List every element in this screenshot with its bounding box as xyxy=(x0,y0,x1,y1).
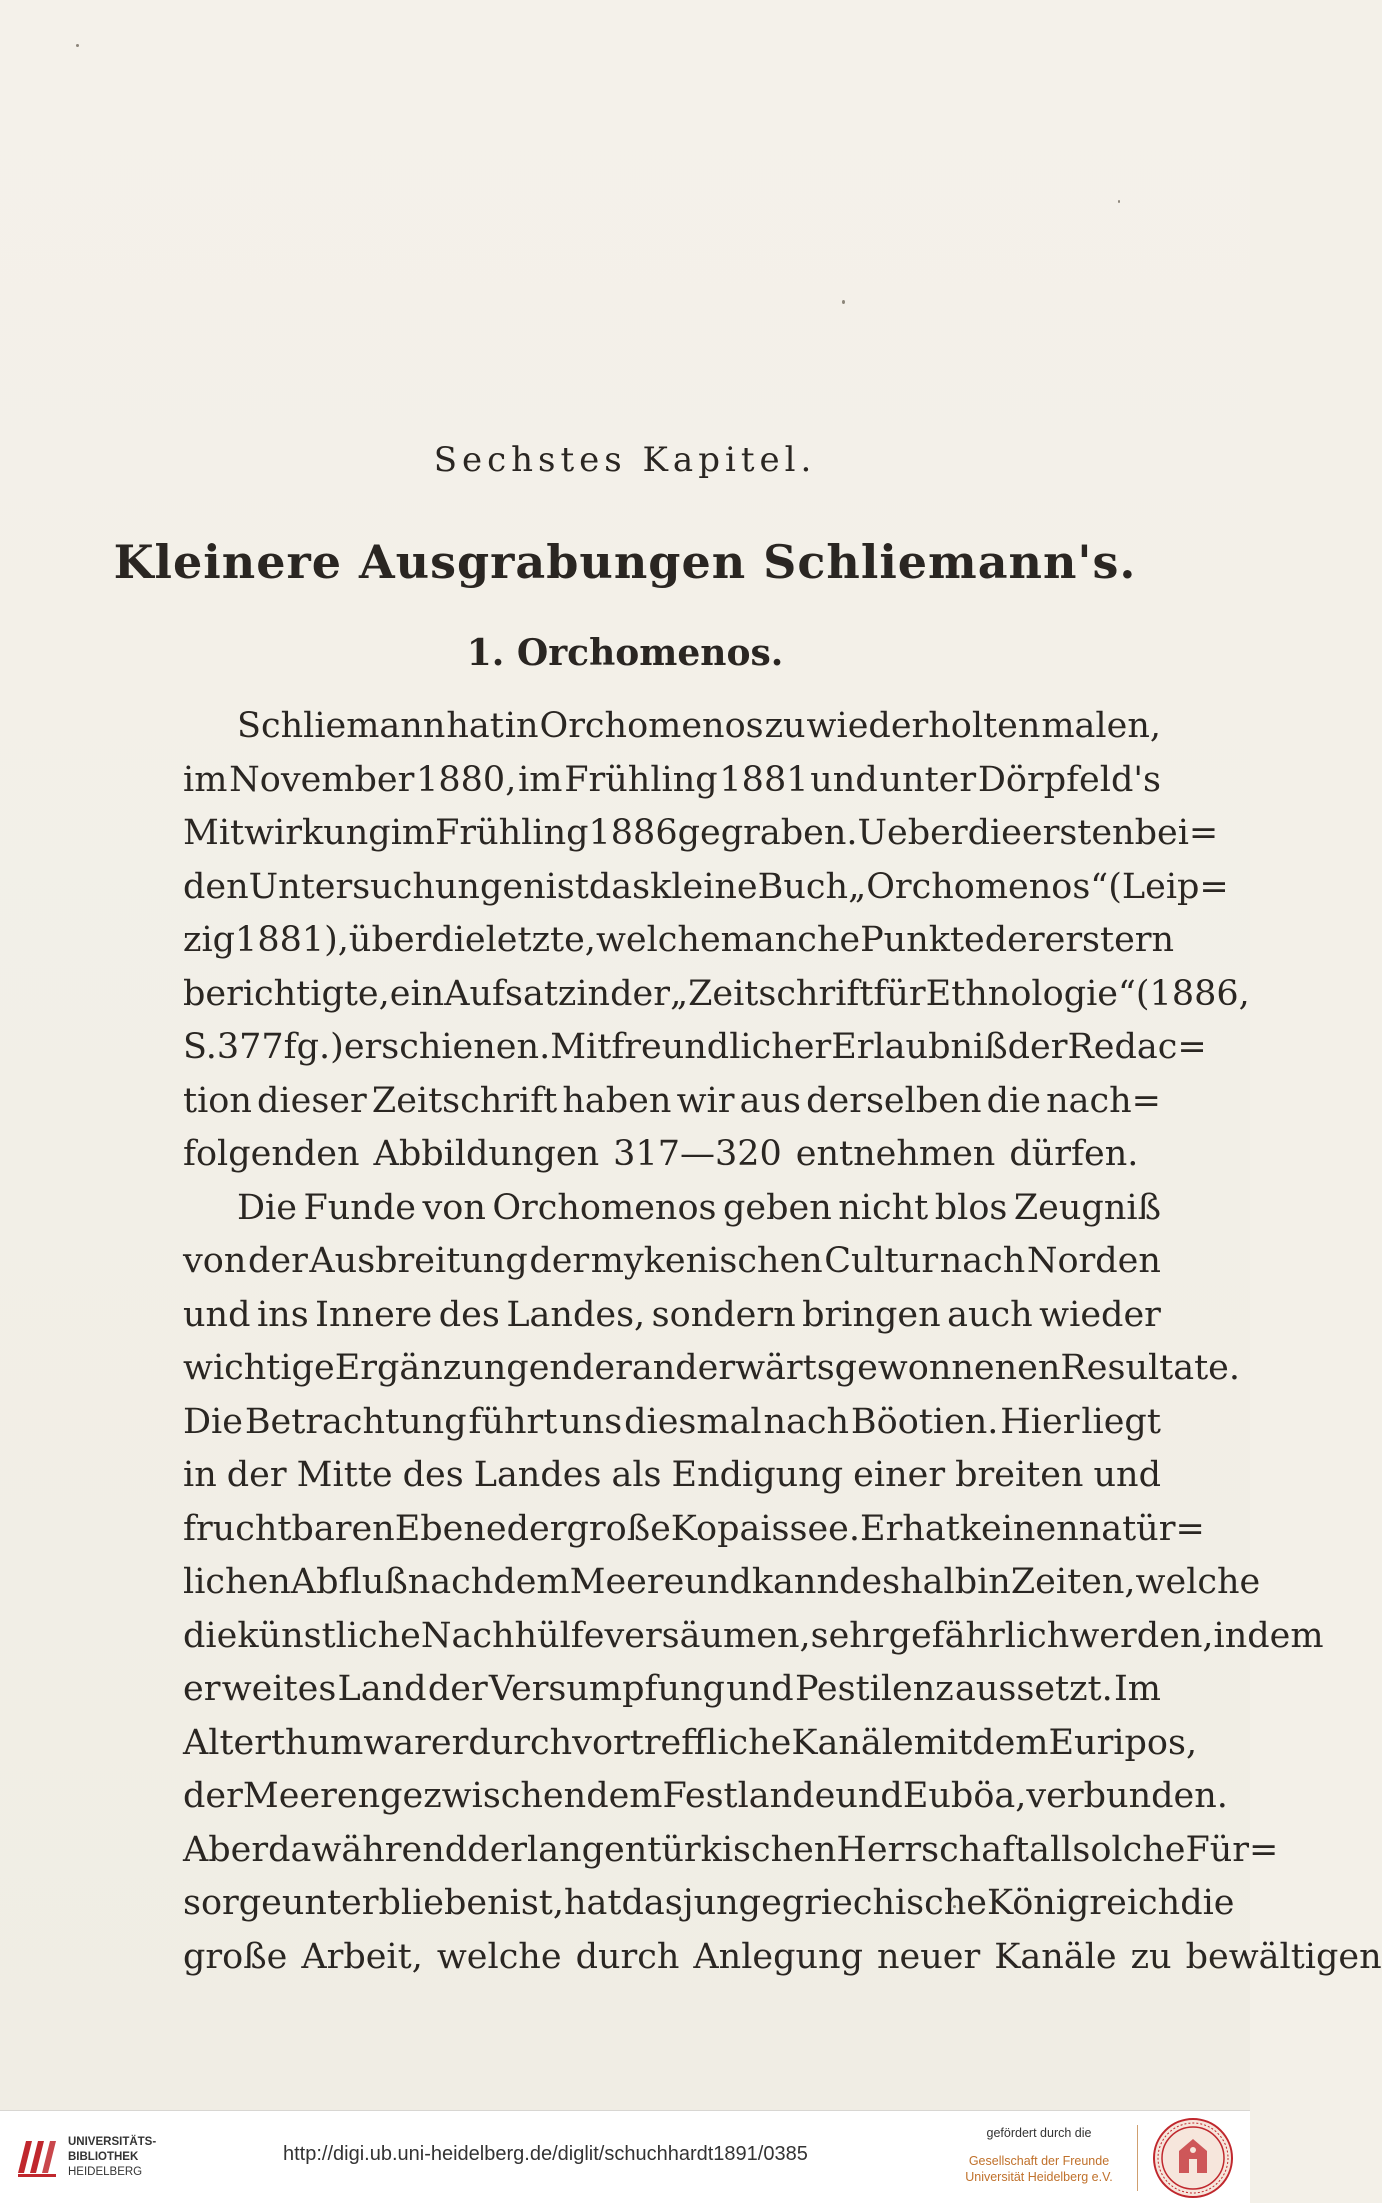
footer-divider xyxy=(1137,2125,1138,2191)
sponsor-block xyxy=(950,2125,1128,2185)
text-line: Mitwirkung im Frühling 1886 gegraben. Ueber die ersten bei= xyxy=(183,813,1219,853)
library-name-line: HEIDELBERG xyxy=(68,2166,143,2178)
sponsor-org-line: Universität Heidelberg e.V. xyxy=(965,2170,1113,2184)
text-line: von der Ausbreitung der mykenischen Cultur nach Norden xyxy=(183,1241,1161,1281)
chapter-heading: Sechstes Kapitel. xyxy=(433,440,817,480)
text-line: die künstliche Nachhülfe versäumen, sehr gefährlich werden, indem xyxy=(183,1615,1324,1656)
text-line: zig 1881), über die letzte, welche manche Punkte der erstern xyxy=(183,920,1175,960)
text-line: Schliemann hat in Orchomenos zu wiederholten malen, xyxy=(237,706,1161,746)
section-heading: 1. Orchomenos. xyxy=(466,632,784,674)
text-line: er weites Land der Versumpfung und Pestilenz aussetzt. Im xyxy=(183,1669,1161,1709)
text-line: tion dieser Zeitschrift haben wir aus derselben die nach= xyxy=(183,1080,1161,1121)
ink-speck xyxy=(842,300,845,304)
text-line: Aber da während der langen türkischen Herrschaft all solche Für= xyxy=(183,1829,1279,1870)
sponsor-org-line: Gesellschaft der Freunde xyxy=(968,2154,1110,2168)
text-line: den Untersuchungen ist das kleine Buch „Orchomenos“ (Leip= xyxy=(183,866,1229,907)
text-line: fruchtbaren Ebene der große Kopaissee. Er hat keinen natür= xyxy=(183,1508,1205,1549)
text-line: große Arbeit, welche durch Anlegung neuer Kanäle zu bewältigen xyxy=(183,1936,1382,1977)
sponsor-label: gefördert durch die xyxy=(986,2126,1092,2140)
text-line: wichtige Ergänzungen der anderwärts gewonnenen Resultate. xyxy=(183,1348,1241,1388)
body-text xyxy=(183,700,1382,1984)
library-name xyxy=(68,2135,156,2180)
text-line: Alterthum war er durch vortreffliche Kanäle mit dem Euripos, xyxy=(183,1722,1198,1763)
text-line: Die Funde von Orchomenos geben nicht blos Zeugniß xyxy=(237,1187,1161,1228)
text-line: im November 1880, im Frühling 1881 und unter Dörpfeld's xyxy=(183,759,1161,800)
text-line: S. 377 fg.) erschienen. Mit freundlicher Erlaubniß der Redac= xyxy=(183,1027,1207,1067)
text-line: der Meerenge zwischen dem Festlande und Euböa, verbunden. xyxy=(183,1776,1228,1816)
text-line: in der Mitte des Landes als Endigung einer breiten und xyxy=(183,1455,1161,1495)
text-line: und ins Innere des Landes, sondern bringen auch wieder xyxy=(183,1294,1161,1335)
text-line: berichtigte, ein Aufsatz in der „Zeitschrift für Ethnologie“ (1886, xyxy=(183,973,1250,1014)
footer-bar xyxy=(0,2110,1250,2203)
ink-speck xyxy=(76,44,79,47)
text-line: sorge unterblieben ist, hat das junge griechische Königreich die xyxy=(183,1883,1235,1923)
university-library-logo-icon xyxy=(12,2133,60,2181)
ink-speck xyxy=(1118,200,1120,203)
text-line: folgenden Abbildungen 317—320 entnehmen dürfen. xyxy=(183,1134,1139,1174)
chapter-title: Kleinere Ausgrabungen Schliemann's. xyxy=(113,535,1137,589)
document-url-link[interactable]: http://digi.ub.uni-heidelberg.de/diglit/schuchhardt1891/0385 xyxy=(283,2143,808,2165)
library-name-line: BIBLIOTHEK xyxy=(68,2151,139,2163)
university-seal-icon xyxy=(1152,2117,1234,2199)
text-line: Die Betrachtung führt uns diesmal nach Böotien. Hier liegt xyxy=(183,1401,1161,1442)
library-name-line: UNIVERSITÄTS- xyxy=(68,2136,157,2148)
text-line: lichen Abfluß nach dem Meere und kann deshalb in Zeiten, welche xyxy=(183,1562,1261,1602)
